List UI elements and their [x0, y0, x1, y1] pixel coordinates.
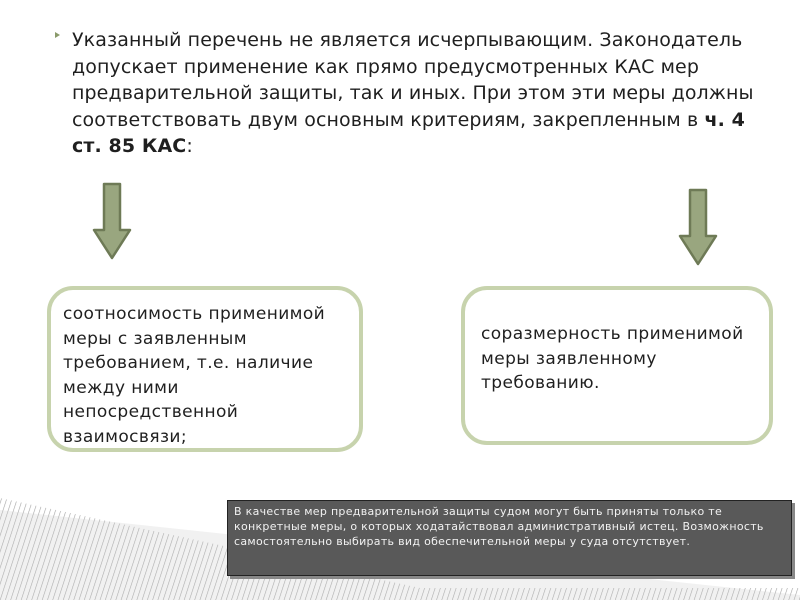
- arrow-down-icon: [92, 182, 132, 262]
- intro-text: Указанный перечень не является исчерпывающим. Законодатель допускает применение как прямо предусмотренных КАС мер предварительной защиты, так и иных. При этом эти меры должны соответствовать двум основным критериям, закрепленным в: [72, 29, 754, 131]
- note-box: [227, 500, 792, 576]
- criterion-text-relevance: соотносимость применимой меры с заявленным требованием, т.е. наличие между ними непосредственной взаимосвязи;: [63, 304, 326, 447]
- intro-text-block: [57, 27, 767, 160]
- arrow-down-icon: [678, 188, 718, 268]
- criterion-box-proportionality: [461, 286, 773, 445]
- note-text: В качестве мер предварительной защиты судом могут быть приняты только те конкретные меры, о которых ходатайствовал административный истец. Возможность самостоятельно выбирать вид обеспечительной меры у суда отсутствует.: [234, 505, 764, 548]
- bullet-marker-icon: [55, 32, 60, 38]
- intro-reference: ч. 4 ст. 85 КАС: [72, 108, 745, 157]
- criterion-text-proportionality: соразмерность применимой меры заявленному требованию.: [481, 324, 744, 393]
- intro-paragraph: [57, 27, 767, 160]
- intro-end: :: [186, 135, 193, 157]
- criterion-box-relevance: [47, 286, 363, 452]
